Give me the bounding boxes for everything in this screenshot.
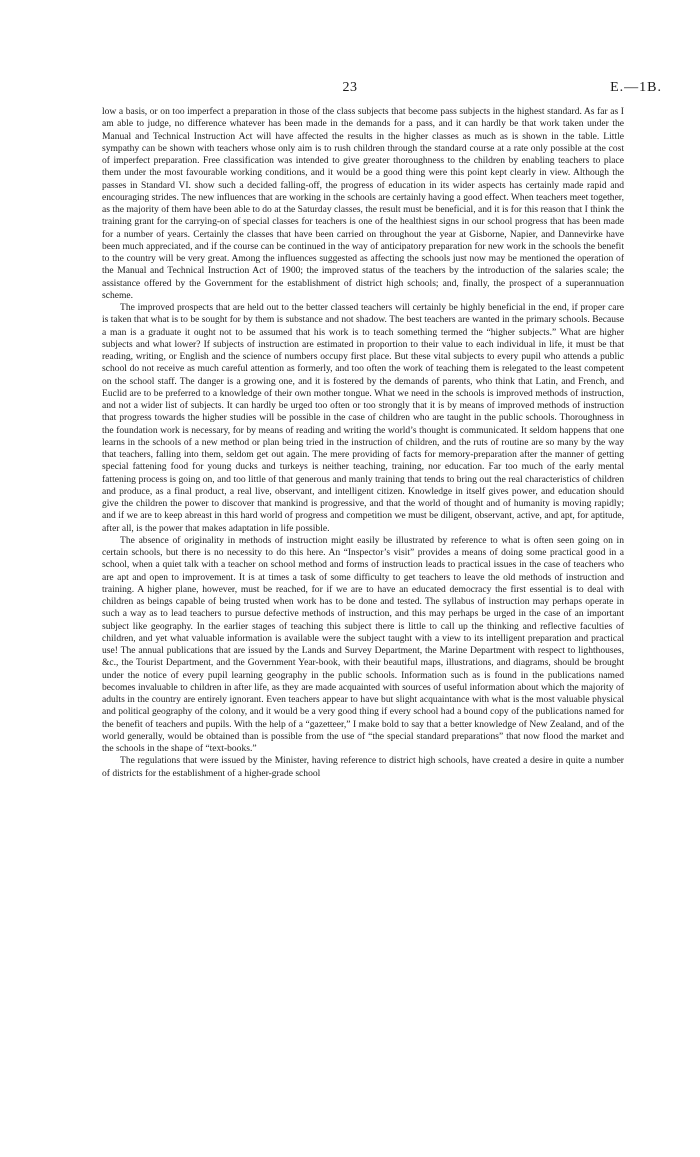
paragraph: The absence of originality in methods of instruction might easily be illustrated by reference to what is often seen going on in certain schools, but there is no necessity to do this here. An “Inspector’s visit” provides a means of doing some practical good in a school, when a quiet talk with a teacher on school method and forms of instruction leads to practical issues in the case of teachers who are apt and open to improvement. It is at times a task of some difficulty to get teachers to leave the old methods of instruction and training. A higher plane, however, must be reached, for if we are to have an educated democracy the first essential is to deal with children as beings capable of being trusted when work has to be done and tested. The syllabus of instruction may perhaps operate in such a way as to lead teachers to pursue defective methods of instruction, and this may perhaps be urged in the case of an important subject like geography. In the earlier stages of teaching this subject there is little to call up the thinking and reflective faculties of children, and yet what valuable information is available were the subject taught with a view to its intelligent preparation and practical use! The annual publications that are issued by the Lands and Survey Department, the Marine Department with respect to lighthouses, &c., the Tourist Department, and the Government Year-book, with their beautiful maps, illustrations, and diagrams, should be brought under the notice of every pupil learning geography in the public schools. Information such as is found in the publications named becomes invaluable to children in after life, as they are made acquainted with sources of useful information about which the majority of adults in the country are entirely ignorant. Even teachers appear to have but slight acquaintance with what is the most valuable physical and political geography of the colony, and it would be a very good thing if every school had a bound copy of the publications named for the benefit of teachers and pupils. With the help of a “gazetteer,” I make bold to say that a better knowledge of New Zealand, and of the world generally, would be obtained than is possible from the use of “the special standard preparations” that now flood the market and the schools in the shape of “text-books.” [102,534,624,754]
body-text [102,106,624,780]
page-number: 23 [342,80,358,95]
report-reference: E.—1B. [610,80,662,95]
paragraph: low a basis, or on too imperfect a preparation in those of the class subjects that become pass subjects in the highest standard. As far as I am able to judge, no difference whatever has been made in the demands for a pass, and it can hardly be that work taken under the Manual and Technical Instruction Act will have affected the results in the higher classes as much as is shown in the table. Little sympathy can be shown with teachers whose only aim is to rush children through the standard course at a rate only possible at the cost of imperfect preparation. Free classification was intended to give greater thoroughness to the children by enabling teachers to place them under the most favourable working conditions, and it would be a good thing were this point kept clearly in view. Although the passes in Standard VI. show such a decided falling-off, the progress of education in its wider aspects has certainly made rapid and encouraging strides. The new influences that are working in the schools are certainly having a good effect. When teachers meet together, as the majority of them have been able to do at the Saturday classes, the result must be beneficial, and it is for this reason that I think the training grant for the carrying-on of special classes for teachers is one of the healthiest signs in our school progress that has been made for a number of years. Certainly the classes that have been carried on throughout the year at Gisborne, Napier, and Dannevirke have been much appreciated, and if the course can be continued in the way of anticipatory preparation for new work in the schools the benefit to the country will be very great. Among the influences suggested as affecting the schools just now may be mentioned the operation of the Manual and Technical Instruction Act of 1900; the improved status of the teachers by the introduction of the salaries scale; the assistance offered by the Government for the establishment of district high schools; and, finally, the prospect of a superannuation scheme. [102,106,624,301]
paragraph: The regulations that were issued by the Minister, having reference to district high schools, have created a desire in quite a number of districts for the establishment of a higher-grade school [102,755,624,779]
paragraph: The improved prospects that are held out to the better classed teachers will certainly be highly beneficial in the end, if proper care is taken that what is to be sought for by them is substance and not shadow. The best teachers are wanted in the primary schools. Because a man is a graduate it ought not to be assumed that his work is to teach something termed the “higher subjects.” What are higher subjects and what lower? If subjects of instruction are estimated in proportion to their value to each individual in life, it must be that reading, writing, or English and the science of numbers occupy first place. But these vital subjects to every pupil who attends a public school do not receive as much careful attention as formerly, and too often the work of teaching them is relegated to the least competent on the school staff. The danger is a growing one, and it is fostered by the demands of parents, who think that Latin, and French, and Euclid are to be preferred to a knowledge of their own mother tongue. What we need in the schools is improved methods of instruction, and not a wider list of subjects. It can hardly be urged too often or too strongly that it is by means of improved methods of instruction that progress towards the higher studies will be possible in the case of children who are taught in the public schools. Thoroughness in the foundation work is necessary, for by means of reading and writing the world’s thought is communicated. It seldom happens that one learns in the schools of a new method or plan being tried in the instruction of children, and the ruts of routine are so many by the way that teachers, falling into them, seldom get out again. The mere providing of facts for memory-preparation after the manner of getting special fattening food for young ducks and turkeys is neither teaching, training, nor education. Far too much of the early mental fattening process is going on, and too little of that generous and manly training that tends to bring out the real characteristics of children and produce, as a final product, a real live, observant, and intelligent citizen. Knowledge in itself gives power, and education should give the children the power to discover that mankind is progressive, and that the world of thought and of humanity is moving rapidly; and if we are to keep abreast in this hard world of progress and competition we must be diligent, observant, active, and apt, for aptitude, after all, is the power that makes adaptation in life possible. [102,302,624,534]
